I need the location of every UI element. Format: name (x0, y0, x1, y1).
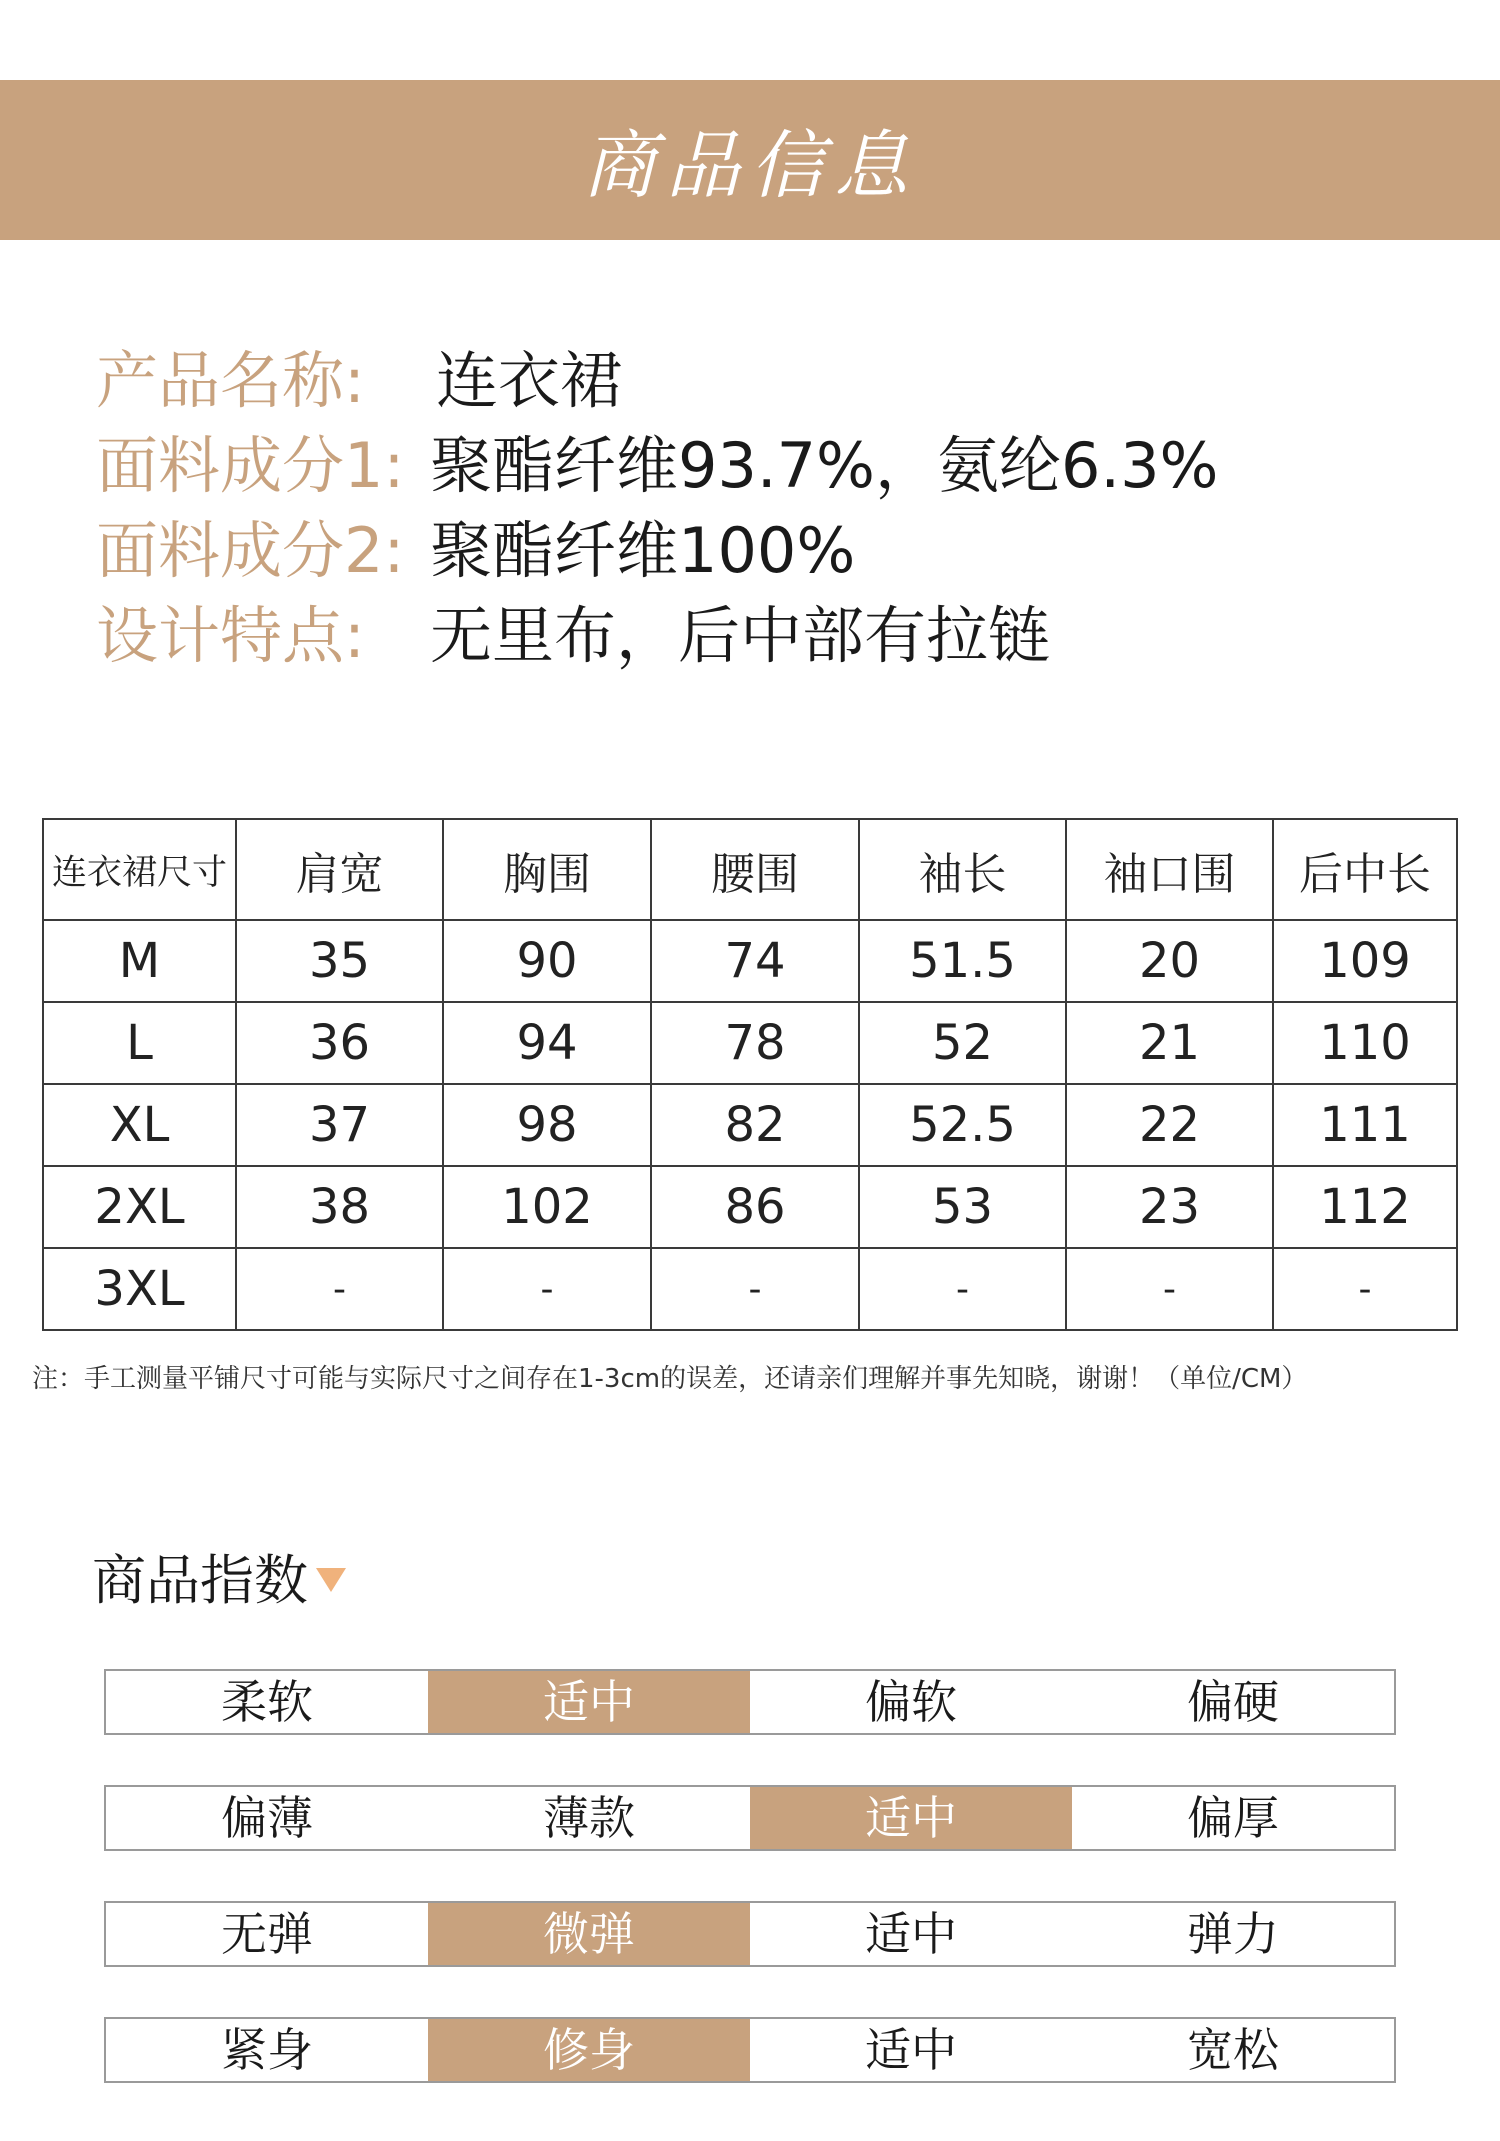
index-option: 宽松 (1187, 2023, 1279, 2077)
table-cell: 90 (443, 920, 651, 1002)
table-cell: 74 (651, 920, 859, 1002)
index-option: 紧身 (221, 2023, 313, 2077)
table-cell: 102 (443, 1166, 651, 1248)
table-cell: - (859, 1248, 1066, 1330)
table-cell: 51.5 (859, 920, 1066, 1002)
section-banner (0, 80, 1500, 240)
index-option-selected: 适中 (428, 1671, 750, 1733)
table-row (43, 1084, 1457, 1166)
index-row (104, 1785, 1396, 1851)
table-cell: 109 (1273, 920, 1457, 1002)
table-cell: - (443, 1248, 651, 1330)
index-row (104, 1669, 1396, 1735)
table-header-cell: 袖长 (859, 819, 1066, 920)
table-header-row (43, 819, 1457, 920)
table-cell: - (1066, 1248, 1273, 1330)
index-option: 偏硬 (1187, 1675, 1279, 1729)
size-label-cell: 3XL (43, 1248, 236, 1330)
table-header-cell: 连衣裙尺寸 (43, 819, 236, 920)
index-option: 偏软 (865, 1675, 957, 1729)
size-label-cell: XL (43, 1084, 236, 1166)
table-cell: 22 (1066, 1084, 1273, 1166)
table-row (43, 1248, 1457, 1330)
index-option-selected: 微弹 (428, 1903, 750, 1965)
table-row (43, 1166, 1457, 1248)
table-header-cell: 后中长 (1273, 819, 1457, 920)
index-option: 适中 (865, 1907, 957, 1961)
table-cell: 110 (1273, 1002, 1457, 1084)
table-header-cell: 胸围 (443, 819, 651, 920)
size-label-cell: L (43, 1002, 236, 1084)
table-cell: 94 (443, 1002, 651, 1084)
index-row (104, 1901, 1396, 1967)
index-title: 商品指数 (92, 1549, 308, 1612)
table-cell: 98 (443, 1084, 651, 1166)
table-cell: - (1273, 1248, 1457, 1330)
table-cell: 52 (859, 1002, 1066, 1084)
info-label: 设计特点: (96, 599, 365, 672)
table-cell: 52.5 (859, 1084, 1066, 1166)
banner-title: 商品信息 (582, 123, 918, 209)
info-value: 无里布，后中部有拉链 (430, 599, 1051, 672)
index-option: 偏薄 (221, 1791, 313, 1845)
table-header-cell: 袖口围 (1066, 819, 1273, 920)
table-cell: 82 (651, 1084, 859, 1166)
table-cell: 86 (651, 1166, 859, 1248)
index-option: 柔软 (221, 1675, 313, 1729)
table-cell: 20 (1066, 920, 1273, 1002)
table-row (43, 920, 1457, 1002)
table-cell: 23 (1066, 1166, 1273, 1248)
index-option: 弹力 (1187, 1907, 1279, 1961)
table-row (43, 1002, 1457, 1084)
size-label-cell: 2XL (43, 1166, 236, 1248)
index-option: 无弹 (221, 1907, 313, 1961)
table-cell: 38 (236, 1166, 443, 1248)
info-label: 产品名称: (96, 344, 365, 417)
table-cell: 21 (1066, 1002, 1273, 1084)
index-option: 薄款 (543, 1791, 635, 1845)
index-option: 适中 (865, 2023, 957, 2077)
table-cell: 78 (651, 1002, 859, 1084)
index-option: 偏厚 (1187, 1791, 1279, 1845)
table-cell: 53 (859, 1166, 1066, 1248)
info-value: 聚酯纤维93.7%，氨纶6.3% (430, 429, 1219, 502)
info-label: 面料成分2: (96, 514, 405, 587)
info-value: 连衣裙 (436, 344, 623, 417)
info-label: 面料成分1: (96, 429, 405, 502)
table-header-cell: 腰围 (651, 819, 859, 920)
index-row (104, 2017, 1396, 2083)
table-cell: - (651, 1248, 859, 1330)
size-label-cell: M (43, 920, 236, 1002)
info-value: 聚酯纤维100% (430, 514, 856, 587)
table-cell: 37 (236, 1084, 443, 1166)
table-header-cell: 肩宽 (236, 819, 443, 920)
table-cell: 35 (236, 920, 443, 1002)
triangle-down-icon (316, 1568, 346, 1592)
table-cell: 36 (236, 1002, 443, 1084)
table-cell: 112 (1273, 1166, 1457, 1248)
index-heading (92, 1538, 346, 1615)
size-table (42, 818, 1458, 1331)
index-option-selected: 适中 (750, 1787, 1072, 1849)
table-cell: 111 (1273, 1084, 1457, 1166)
table-cell: - (236, 1248, 443, 1330)
index-option-selected: 修身 (428, 2019, 750, 2081)
measurement-note: 注：手工测量平铺尺寸可能与实际尺寸之间存在1-3cm的误差，还请亲们理解并事先知晓，谢谢！（单位/CM） (32, 1364, 1308, 1394)
